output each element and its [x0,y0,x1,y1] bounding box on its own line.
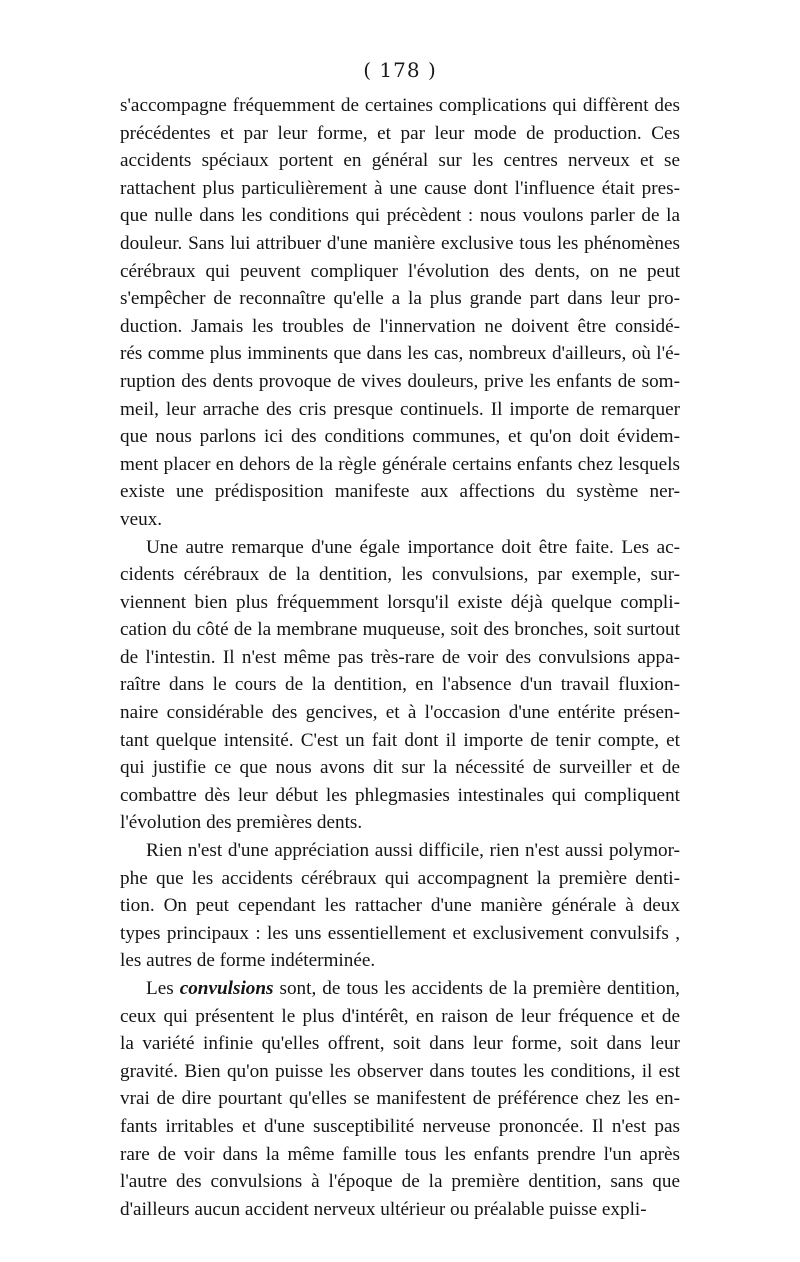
text-line: duction. Jamais les troubles de l'innervation ne doivent être considé- [120,315,680,337]
text-line: douleur. Sans lui attribuer d'une manière exclusive tous les phénomènes [120,232,680,254]
text-line: veux. [120,508,163,530]
text-line: d'ailleurs aucun accident nerveux ultérieur ou préalable puisse expli- [120,1198,647,1220]
text-span: Les [146,978,180,999]
text-line: vrai de dire pourtant qu'elles se manifestent de préférence chez les en- [120,1088,680,1110]
text-line: qui justifie ce que nous avons dit sur la nécessité de surveiller et de [120,757,680,779]
text-line: rés comme plus imminents que dans les cas, nombreux d'ailleurs, où l'é- [120,343,680,365]
text-line: l'évolution des premières dents. [120,812,363,834]
text-line: cérébraux qui peuvent compliquer l'évolution des dents, on ne peut [120,260,680,282]
text-line: viennent bien plus fréquemment lorsqu'il existe déjà quelque compli- [120,591,680,613]
text-line: tant quelque intensité. C'est un fait dont il importe de tenir compte, et [120,729,680,751]
text-line: gravité. Bien qu'on puisse les observer dans toutes les conditions, il est [120,1060,680,1082]
text-line: types principaux : les uns essentiellement et exclusivement convulsifs , [120,922,680,944]
text-line: tion. On peut cependant les rattacher d'une manière générale à deux [120,895,680,917]
text-line: ruption des dents provoque de vives douleurs, prive les enfants de som- [120,370,680,392]
text-line: naire considérable des gencives, et à l'occasion d'une entérite présen- [120,702,680,724]
text-line: cation du côté de la membrane muqueuse, soit des bronches, soit surtout [120,619,680,641]
text-line: les autres de forme indéterminée. [120,950,376,972]
text-line: s'empêcher de reconnaître qu'elle a la plus grande part dans leur pro- [120,288,680,310]
text-line: la variété infinie qu'elles offrent, soit dans leur forme, soit dans leur [120,1033,680,1055]
paragraph-3 [120,837,680,975]
text-line: raître dans le cours de la dentition, en l'absence d'un travail fluxion- [120,674,680,696]
text-line: de l'intestin. Il n'est même pas très-rare de voir des convulsions appa- [120,646,680,668]
text-line: s'accompagne fréquemment de certaines complications qui diffèrent des [120,95,680,116]
text-line: meil, leur arrache des cris presque continuels. Il importe de remarquer [120,398,680,420]
text-line: que nulle dans les conditions qui précèdent : nous voulons parler de la [120,205,680,227]
text-line: rare de voir dans la même famille tous les enfants prendre l'un après [120,1143,680,1165]
text-line: ceux qui présentent le plus d'intérêt, en raison de leur fréquence et de [120,1005,680,1027]
text-span: sont, de tous les accidents de la première dentition, [273,978,680,999]
text-line: l'autre des convulsions à l'époque de la première dentition, sans que [120,1171,680,1193]
text-line: accidents spéciaux portent en général sur les centres nerveux et se [120,150,680,172]
text-line: ment placer en dehors de la règle générale certains enfants chez lesquels [120,453,680,475]
italic-term: convulsions [179,978,274,999]
text-line: rattachent plus particulièrement à une cause dont l'influence était pres- [120,177,680,199]
text-line: Une autre remarque d'une égale importance doit être faite. Les ac- [146,536,680,558]
text-line: Rien n'est d'une appréciation aussi difficile, rien n'est aussi polymor- [146,840,680,862]
page-number: ( 178 ) [363,58,437,82]
paragraph-2 [120,534,680,838]
body-text [120,92,680,1223]
paragraph-4 [120,975,680,1223]
text-line: que nous parlons ici des conditions communes, et qu'on doit évidem- [120,426,680,448]
text-line: phe que les accidents cérébraux qui accompagnent la première denti- [120,867,680,889]
text-line: cidents cérébraux de la dentition, les convulsions, par exemple, sur- [120,564,680,586]
text-line: fants irritables et d'une susceptibilité nerveuse prononcée. Il n'est pas [120,1115,680,1137]
text-line [120,975,680,1003]
paragraph-1 [120,92,680,534]
text-line: combattre dès leur début les phlegmasies intestinales qui compliquent [120,784,680,806]
text-line: précédentes et par leur forme, et par leur mode de production. Ces [120,122,680,144]
text-line: existe une prédisposition manifeste aux affections du système ner- [120,481,680,503]
